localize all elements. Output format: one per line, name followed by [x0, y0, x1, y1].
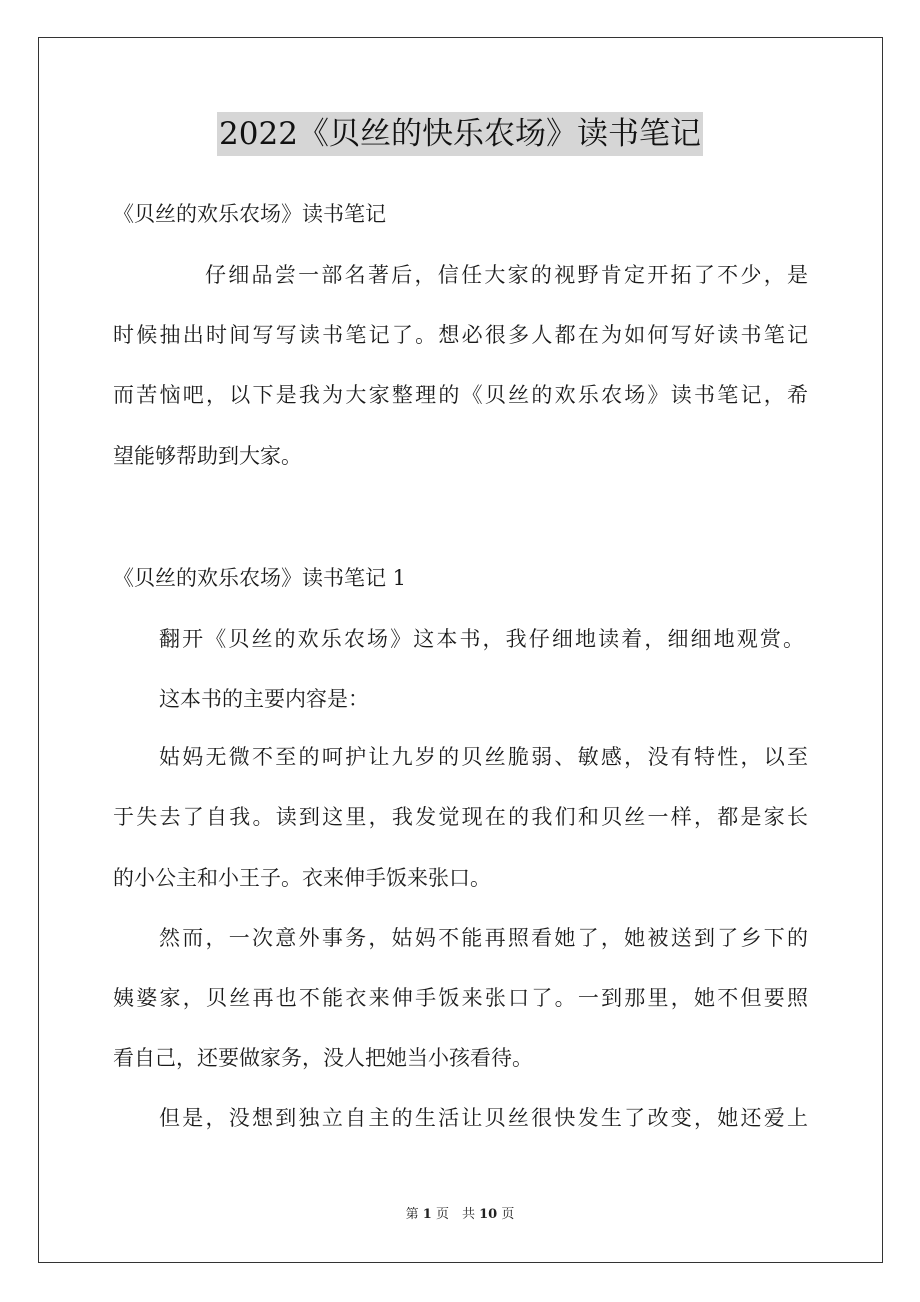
footer-current-page: 1 — [422, 1207, 432, 1222]
page-footer — [0, 1206, 920, 1224]
intro-line-2: 时候抽出时间写写读书笔记了。想必很多人都在为如何写好读书笔记 — [113, 323, 808, 347]
title-container — [0, 112, 920, 156]
body-line-3: 姑妈无微不至的呵护让九岁的贝丝脆弱、敏感，没有特性，以至 — [159, 745, 808, 769]
body-line-5: 的小公主和小王子。衣来伸手饭来张口。 — [113, 866, 491, 890]
document-subtitle: 《贝丝的欢乐农场》读书笔记 — [113, 202, 386, 226]
footer-prefix: 第 — [405, 1207, 419, 1222]
intro-line-3: 而苦恼吧，以下是我为大家整理的《贝丝的欢乐农场》读书笔记，希 — [113, 383, 808, 407]
body-line-6: 然而，一次意外事务，姑妈不能再照看她了，她被送到了乡下的 — [159, 926, 808, 950]
body-line-1: 翻开《贝丝的欢乐农场》这本书，我仔细地读着，细细地观赏。 — [159, 627, 804, 651]
footer-total-pages: 10 — [479, 1207, 498, 1222]
body-line-7: 姨婆家，贝丝再也不能衣来伸手饭来张口了。一到那里，她不但要照 — [113, 986, 808, 1010]
body-line-9: 但是，没想到独立自主的生活让贝丝很快发生了改变，她还爱上 — [159, 1106, 808, 1130]
body-line-4: 于失去了自我。读到这里，我发觉现在的我们和贝丝一样，都是家长 — [113, 805, 808, 829]
intro-line-4: 望能够帮助到大家。 — [113, 444, 302, 468]
footer-mid: 页 共 — [435, 1207, 475, 1222]
section-heading: 《贝丝的欢乐农场》读书笔记 1 — [113, 566, 407, 590]
document-title: 2022《贝丝的快乐农场》读书笔记 — [217, 112, 703, 156]
body-line-8: 看自己，还要做家务，没人把她当小孩看待。 — [113, 1046, 533, 1070]
footer-suffix: 页 — [501, 1207, 515, 1222]
intro-line-1: 仔细品尝一部名著后，信任大家的视野肯定开拓了不少，是 — [205, 263, 808, 287]
body-line-2: 这本书的主要内容是： — [159, 687, 369, 711]
